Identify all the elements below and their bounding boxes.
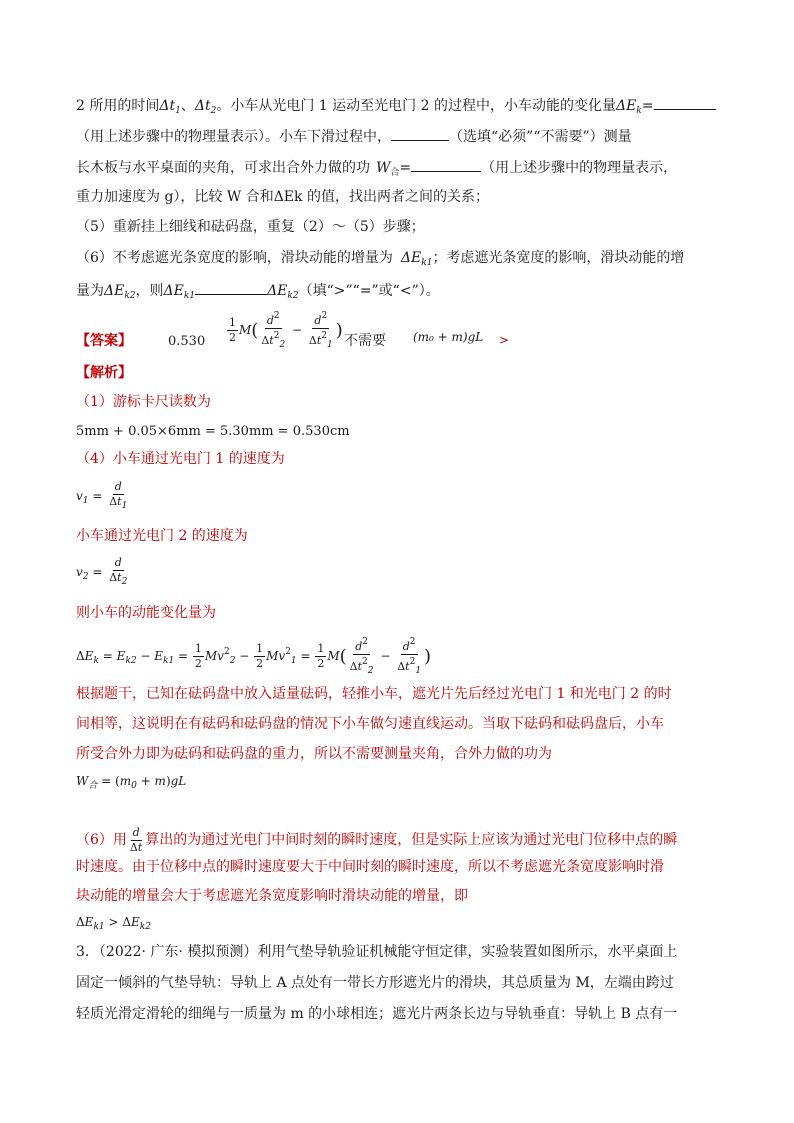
next-question-line-1: 3．（2022· 广东· 模拟预测）利用气垫导轨验证机械能守恒定律，实验装置如图所示，水平桌面上 <box>76 944 678 960</box>
sub-1: 1 <box>175 106 181 116</box>
answer-1: 0.530 <box>168 334 206 349</box>
analysis-p2: （4）小车通过光电门 1 的速度为 <box>76 451 285 467</box>
analysis-p6-line-3: 块动能的增量会大于考虑遮光条宽度影响时滑块动能的增量，即 <box>76 888 468 904</box>
question-line-4: 重力加速度为 g），比较 W 合和ΔEk 的值，找出两者之间的关系； <box>76 189 489 205</box>
sub-k2: k2 <box>287 291 299 301</box>
analysis-p5-line-1: 根据题干，已知在砝码盘中放入适量砝码，轻推小车，遮光片先后经过光电门 1 和光电门 2 的时 <box>76 686 672 702</box>
fraction-d-dt: $\frac{d}{\Delta t}$ <box>129 826 143 854</box>
answer-blank-3 <box>411 155 481 172</box>
analysis-p5-line-2: 间相等，这说明在有砝码和砝码盘的情况下小车做匀速直线运动。当取下砝码和砝码盘后，小车 <box>76 716 664 732</box>
math-dt1: Δt <box>159 98 176 114</box>
math-delta-ek: ΔE <box>615 98 637 114</box>
text: 算出的为通过光电门中间时刻的瞬时速度，但是实际上应该为通过光电门位移中点的瞬 <box>145 832 678 848</box>
question-step-6-line-1 <box>76 247 684 269</box>
math-dt2: Δt <box>194 98 211 114</box>
math-delta-ek2: ΔE <box>267 283 288 299</box>
text: （用上述步骤中的物理量表示， <box>481 160 678 176</box>
fraction-d2-dt1: $\frac{d^2}{\Delta t^2_1}$ <box>308 311 333 350</box>
formula-w-total: $W_合 = (m_0 + m)gL$ <box>76 774 187 791</box>
answer-4: (m₀ + m)gL <box>413 330 484 344</box>
analysis-p6-line-2: 时速度。由于位移中点的瞬时速度要大于中间时刻的瞬时速度，所以不考虑遮光条宽度影响时滑 <box>76 859 664 875</box>
text: ，则 <box>135 283 164 299</box>
text: ；考虑遮光条宽度的影响，滑块动能的增 <box>432 250 685 266</box>
formula-v2: $v_2$ = $\frac{d}{\Delta t_2}$ <box>76 556 128 587</box>
text: （填“>”“=”或“<”）。 <box>298 283 440 299</box>
text: 长木板与水平桌面的夹角，可求出合外力做的功 <box>76 160 370 176</box>
text: （选填“必须”“不需要”）测量 <box>449 129 632 145</box>
answer-blank-1 <box>654 93 716 110</box>
formula-compare: $\Delta E_{k1} > \Delta E_{k2}$ <box>76 915 151 932</box>
analysis-label: 【解析】 <box>76 365 132 381</box>
text: 。小车从光电门 1 运动至光电门 2 的过程中，小车动能的变化量 <box>216 98 616 114</box>
analysis-p3: 小车通过光电门 2 的速度为 <box>76 528 248 544</box>
question-step-6-line-2 <box>76 278 440 300</box>
answer-2-formula: $\frac{1}{2}$ M( $\frac{d^2}{\Delta t^2_2}$ − $\frac{d^2}{\Delta t^2_1}$ ) <box>229 311 343 350</box>
text: （用上述步骤中的物理量表示）。小车下滑过程中， <box>76 129 391 145</box>
text: （6）不考虑遮光条宽度的影响，滑块动能的增量为 <box>76 250 393 266</box>
answer-label: 【答案】 <box>76 333 132 349</box>
sub-2: 2 <box>210 106 217 116</box>
fraction-d2-dt2: $\frac{d^2}{\Delta t^2_2}$ <box>261 311 286 350</box>
text: 量为 <box>76 283 104 299</box>
sub-he: 合 <box>390 168 400 178</box>
question-line-2 <box>76 124 632 146</box>
next-question-line-2: 固定一倾斜的气垫导轨：导轨上 A 点处有一带长方形遮光片的滑块，其总质量为 M，左端由跨过 <box>76 975 674 991</box>
math-delta-ek1: ΔE <box>400 250 422 266</box>
question-line-3 <box>76 155 677 177</box>
analysis-p5-line-3: 所受合外力即为砝码和砝码盘的重力，所以不需要测量夹角，合外力做的功为 <box>76 746 552 762</box>
sub-k: k <box>636 106 642 116</box>
analysis-p6-line-1 <box>76 826 678 854</box>
analysis-p1: （1）游标卡尺读数为 <box>76 394 211 410</box>
sub-k1: k1 <box>421 258 433 268</box>
formula-v1: $v_1$ = $\frac{d}{\Delta t_1}$ <box>76 480 128 511</box>
question-line-1 <box>76 93 716 115</box>
answer-blank-6 <box>195 278 267 295</box>
sub-k1: k1 <box>183 291 196 301</box>
question-step-5: （5）重新挂上细线和砝码盘，重复（2）～（5）步骤； <box>76 219 425 235</box>
text: = <box>641 98 654 114</box>
formula-delta-ek: $\Delta E_k = E_{k2} - E_{k1}$ = $\frac{1}{2}$ $Mv^2_2$ − $\frac{1}{2}$ $Mv^2_1$ = $\frac{1}{2}$ M( $\frac{d^2}{\Delta t^2_2}$ − $\frac{d^2}{\Delta t^2_1}$ ) <box>76 637 432 676</box>
text: 、 <box>180 98 195 114</box>
sub-k2: k2 <box>124 291 136 301</box>
analysis-p1-formula: 5mm + 0.05×6mm = 5.30mm = 0.530cm <box>76 424 350 439</box>
next-question-line-3: 轻质光滑定滑轮的细绳与一质量为 m 的小球相连；遮光片两条长边与导轨垂直：导轨上 B 点有一 <box>76 1006 678 1022</box>
math-delta-ek2: ΔE <box>104 283 125 299</box>
math-w: W <box>376 160 391 176</box>
answer-5: > <box>499 333 510 347</box>
text: （6）用 <box>76 832 127 848</box>
analysis-p4: 则小车的动能变化量为 <box>76 605 216 621</box>
fraction-half: $\frac{1}{2}$ <box>229 316 236 344</box>
text: = <box>399 160 412 176</box>
answer-blank-2 <box>391 124 449 141</box>
answer-3: 不需要 <box>344 333 386 349</box>
text: 2 所用的时间 <box>76 98 160 114</box>
math-delta-ek1: ΔE <box>163 283 184 299</box>
